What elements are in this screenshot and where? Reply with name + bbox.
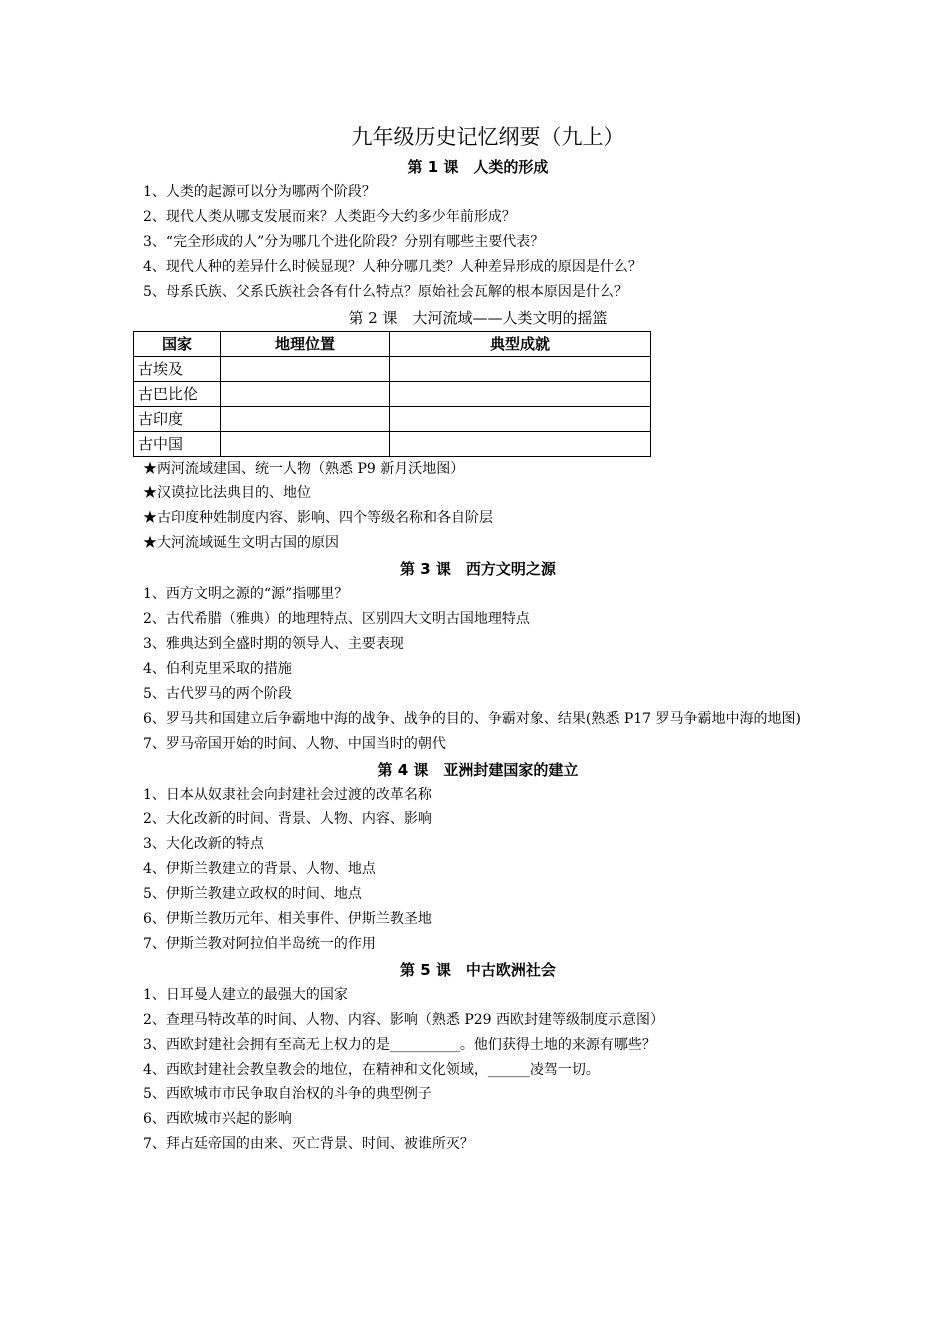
table-cell: 古巴比伦 <box>134 381 221 406</box>
question-item: 6、罗马共和国建立后争霸地中海的战争、战争的目的、争霸对象、结果(熟悉 P17 罗马争霸地中海的地图) <box>143 710 801 727</box>
table-cell <box>390 381 651 406</box>
outline-page <box>138 120 813 1157</box>
table-cell: 古印度 <box>134 406 221 431</box>
table-header-row <box>134 331 651 356</box>
answer-blank: __________ <box>389 1036 460 1053</box>
table-row <box>134 356 651 381</box>
star-item: ★大河流域诞生文明古国的原因 <box>143 535 339 552</box>
question-item: 7、罗马帝国开始的时间、人物、中国当时的朝代 <box>143 735 446 752</box>
question-item: 2、现代人类从哪支发展而来？人类距今大约多少年前形成？ <box>143 208 516 225</box>
table-cell <box>390 356 651 381</box>
answer-blank: ______ <box>487 1061 530 1078</box>
question-item: 5、伊斯兰教建立政权的时间、地点 <box>143 886 362 903</box>
question-item: 4、伯利克里采取的措施 <box>143 660 292 677</box>
civilization-table <box>133 331 651 457</box>
lesson-5-heading: 第 5 课 中古欧洲社会 <box>400 960 556 979</box>
lesson-3-heading: 第 3 课 西方文明之源 <box>400 560 556 579</box>
lesson-4-heading: 第 4 课 亚洲封建国家的建立 <box>377 760 579 779</box>
question-item: 4、现代人种的差异什么时候显现？人种分哪几类？人种差异形成的原因是什么？ <box>143 258 642 275</box>
table-header: 典型成就 <box>390 331 651 356</box>
fill-blank-item <box>143 1058 813 1083</box>
star-item: ★汉谟拉比法典目的、地位 <box>143 485 311 502</box>
table-cell <box>221 356 390 381</box>
table-row <box>134 406 651 431</box>
question-item: 4、伊斯兰教建立的背景、人物、地点 <box>143 861 376 878</box>
question-item: 3、大化改新的特点 <box>143 836 264 853</box>
question-item: 1、日本从奴隶社会向封建社会过渡的改革名称 <box>143 786 432 803</box>
fill-blank-item <box>143 1033 813 1058</box>
question-item: 7、拜占廷帝国的由来、灭亡背景、时间、被谁所灭？ <box>143 1136 474 1153</box>
table-header: 国家 <box>134 331 221 356</box>
question-item: 2、查理马特改革的时间、人物、内容、影响（熟悉 P29 西欧封建等级制度示意图） <box>143 1011 665 1028</box>
question-item: 1、人类的起源可以分为哪两个阶段？ <box>143 184 376 200</box>
table-cell <box>390 406 651 431</box>
question-item: 2、古代希腊（雅典）的地理特点、区别四大文明古国地理特点 <box>143 611 530 628</box>
lesson-2-heading: 第 2 课 大河流域——人类文明的摇篮 <box>348 308 608 327</box>
question-item: 3、“完全形成的人”分为哪几个进化阶段？分别有哪些主要代表？ <box>143 233 545 250</box>
item-text: 4、西欧封建社会教皇教会的地位，在精神和文化领域， <box>143 1061 488 1078</box>
question-item: 7、伊斯兰教对阿拉伯半岛统一的作用 <box>143 935 376 952</box>
table-cell: 古中国 <box>134 431 221 456</box>
item-text: 。他们获得土地的来源有哪些？ <box>459 1036 656 1053</box>
question-item: 6、伊斯兰教历元年、相关事件、伊斯兰教圣地 <box>143 911 432 928</box>
star-item: ★两河流域建国、统一人物（熟悉 P9 新月沃地图） <box>143 460 465 477</box>
table-row <box>134 381 651 406</box>
lesson-1-heading: 第 1 课 人类的形成 <box>407 158 549 176</box>
table-cell <box>221 406 390 431</box>
question-item: 5、古代罗马的两个阶段 <box>143 685 292 702</box>
question-item: 3、雅典达到全盛时期的领导人、主要表现 <box>143 635 404 652</box>
question-item: 6、西欧城市兴起的影响 <box>143 1111 292 1128</box>
item-text: 凌驾一切。 <box>529 1061 600 1078</box>
question-item: 1、西方文明之源的“源”指哪里？ <box>143 586 349 603</box>
question-item: 2、大化改新的时间、背景、人物、内容、影响 <box>143 811 432 828</box>
table-header: 地理位置 <box>221 331 390 356</box>
page-title: 九年级历史记忆纲要（九上） <box>351 125 625 149</box>
table-cell <box>221 381 390 406</box>
table-cell <box>390 431 651 456</box>
table-row <box>134 431 651 456</box>
question-item: 5、西欧城市市民争取自治权的斗争的典型例子 <box>143 1086 432 1103</box>
table-cell: 古埃及 <box>134 356 221 381</box>
question-item: 5、母系氏族、父系氏族社会各有什么特点？原始社会瓦解的根本原因是什么？ <box>143 283 628 300</box>
table-cell <box>221 431 390 456</box>
question-item: 1、日耳曼人建立的最强大的国家 <box>143 986 348 1003</box>
item-text: 3、西欧封建社会拥有至高无上权力的是 <box>143 1036 390 1053</box>
star-item: ★古印度种姓制度内容、影响、四个等级名称和各自阶层 <box>143 510 493 527</box>
